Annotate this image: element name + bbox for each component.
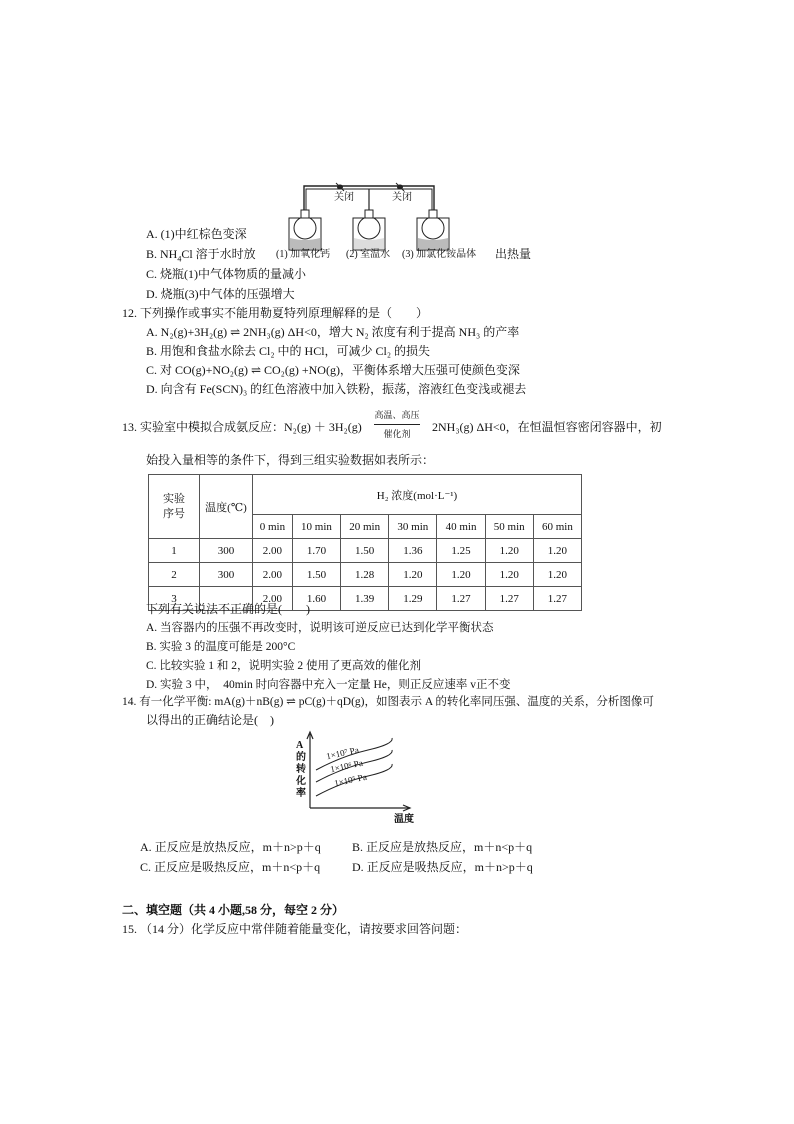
- beaker-label-1: (1) 加氧化钙: [276, 249, 331, 260]
- q12-option-d: D. 向含有 Fe(SCN)₃ 的红色溶液中加入铁粉，振荡，溶液红色变浅或褪去: [146, 382, 527, 396]
- q11-option-d: D. 烧瓶(3)中气体的压强增大: [146, 287, 295, 301]
- q13-stem-b: 2NH₃(g) ΔH<0，在恒温恒容密闭容器中，初: [432, 420, 662, 434]
- q14-stem-a: 14. 有一化学平衡: mA(g)＋nB(g) ⇌ pC(g)＋qD(g)，如图表示 A 的转化率同压强、温度的关系，分析图像可: [122, 696, 654, 708]
- q14-y-label: [296, 740, 308, 800]
- cell: 1.39: [341, 587, 389, 611]
- cell: 2: [149, 563, 200, 587]
- th-time: 60 min: [533, 515, 581, 539]
- q11-option-b-pre: B. NH: [146, 247, 178, 261]
- cell: 1.25: [437, 539, 485, 563]
- q14-curve-label-2: 1×10⁶ Pa: [329, 757, 364, 775]
- beaker-3: [417, 210, 449, 250]
- cell: 1.50: [292, 563, 340, 587]
- cell: 2.00: [253, 539, 293, 563]
- y-label-char: 的: [296, 752, 306, 763]
- table-row: [149, 539, 582, 563]
- q12-option-b: B. 用饱和食盐水除去 Cl₂ 中的 HCl，可减少 Cl₂ 的损失: [146, 344, 431, 358]
- q14-option-b: B. 正反应是放热反应，m＋n<p＋q: [352, 840, 533, 854]
- cell: 300: [200, 563, 253, 587]
- beaker-1: [289, 210, 321, 250]
- cell: 1.60: [292, 587, 340, 611]
- q13-option-d: D. 实验 3 中， 40min 时向容器中充入一定量 He，则正反应速率 v正不变: [146, 679, 511, 691]
- cell: 2.00: [253, 587, 293, 611]
- equilibrium-arrow-icon: [374, 424, 420, 425]
- y-label-char: 化: [296, 776, 306, 787]
- q11-option-b-end: 出热量: [495, 247, 532, 261]
- th-time: 20 min: [341, 515, 389, 539]
- q12-stem: 12. 下列操作或事实不能用勒夏特列原理解释的是（ ）: [122, 306, 429, 320]
- valve-label-2: 关闭: [392, 192, 412, 203]
- section-2-heading: 二、填空题（共 4 小题,58 分，每空 2 分）: [122, 903, 345, 917]
- q14-curve-label-1: 1×10⁷ Pa: [325, 744, 360, 762]
- cell: 1.20: [389, 563, 437, 587]
- q13-stem-a: 13. 实验室中模拟合成氨反应：N₂(g) ＋ 3H₂(g): [122, 420, 362, 434]
- y-label-char: 率: [296, 788, 306, 799]
- beaker-label-2: (2) 室温水: [346, 249, 391, 260]
- q13-cond-bottom: 催化剂: [383, 429, 411, 439]
- q13-cond-top: 高温、高压: [374, 410, 420, 420]
- th-temp: 温度(℃): [200, 475, 253, 539]
- cell: 1.36: [389, 539, 437, 563]
- q11-option-b-mid: Cl 溶于水时放: [181, 247, 256, 261]
- cell: 1.20: [485, 563, 533, 587]
- q13-stem-c: 始投入量相等的条件下，得到三组实验数据如表所示：: [146, 453, 435, 467]
- cell: 1.50: [341, 539, 389, 563]
- th-time: 0 min: [253, 515, 293, 539]
- beaker-2: [353, 210, 385, 250]
- cell: 1.20: [485, 539, 533, 563]
- q14-option-d: D. 正反应是吸热反应，m＋n>p＋q: [352, 860, 533, 874]
- y-label-char: A: [296, 740, 304, 751]
- th-conc: H₂ 浓度(mol·L⁻¹): [253, 475, 582, 515]
- q13-option-c: C. 比较实验 1 和 2，说明实验 2 使用了更高效的催化剂: [146, 660, 422, 672]
- cell: 1.28: [341, 563, 389, 587]
- q14-option-a: A. 正反应是放热反应，m＋n>p＋q: [140, 840, 321, 854]
- q14-x-label: 温度: [394, 814, 414, 825]
- q13-condition-arrow: [372, 410, 422, 442]
- q11-option-b: [146, 246, 256, 267]
- th-time: 40 min: [437, 515, 485, 539]
- q11-option-a: A. (1)中红棕色变深: [146, 227, 247, 241]
- table-row: [149, 563, 582, 587]
- cell: 1.20: [533, 563, 581, 587]
- cell: 1: [149, 539, 200, 563]
- q13-data-table: [148, 474, 582, 611]
- cell: 1.27: [533, 587, 581, 611]
- cell: 3: [149, 587, 200, 611]
- cell: 1.20: [533, 539, 581, 563]
- th-time: 30 min: [389, 515, 437, 539]
- cell: 1.27: [437, 587, 485, 611]
- q11-option-c: C. 烧瓶(1)中气体物质的量减小: [146, 267, 306, 281]
- q14-option-c: C. 正反应是吸热反应，m＋n<p＋q: [140, 860, 321, 874]
- q12-option-a: A. N₂(g)+3H₂(g) ⇌ 2NH₃(g) ΔH<0，增大 N₂ 浓度有利于提高 NH₃ 的产率: [146, 325, 520, 339]
- y-label-char: 转: [296, 764, 306, 775]
- cell: 1.70: [292, 539, 340, 563]
- th-exp: 实验序号: [149, 475, 200, 539]
- beaker-label-3: (3) 加氯化铵晶体: [402, 249, 477, 260]
- q13-option-a: A. 当容器内的压强不再改变时，说明该可逆反应已达到化学平衡状态: [146, 622, 494, 634]
- cell: 2.00: [253, 563, 293, 587]
- th-time: 10 min: [292, 515, 340, 539]
- q13-question: 下列有关说法不正确的是( ): [146, 602, 310, 616]
- q13-option-b: B. 实验 3 的温度可能是 200°C: [146, 641, 296, 653]
- cell: 1.27: [485, 587, 533, 611]
- q14-stem-b: 以得出的正确结论是( ): [146, 713, 274, 727]
- cell: 1.29: [389, 587, 437, 611]
- q14-curve-label-3: 1×10⁵ Pa: [333, 771, 368, 789]
- valve-label-1: 关闭: [334, 192, 354, 203]
- th-time: 50 min: [485, 515, 533, 539]
- q15-stem: 15. （14 分）化学反应中常伴随着能量变化，请按要求回答问题：: [122, 922, 468, 936]
- cell: 300: [200, 539, 253, 563]
- q12-option-c: C. 对 CO(g)+NO₂(g) ⇌ CO₂(g) +NO(g)，平衡体系增大压强可使颜色变深: [146, 363, 520, 377]
- cell: 1.20: [437, 563, 485, 587]
- q11-option-b-sub: 4: [177, 254, 182, 264]
